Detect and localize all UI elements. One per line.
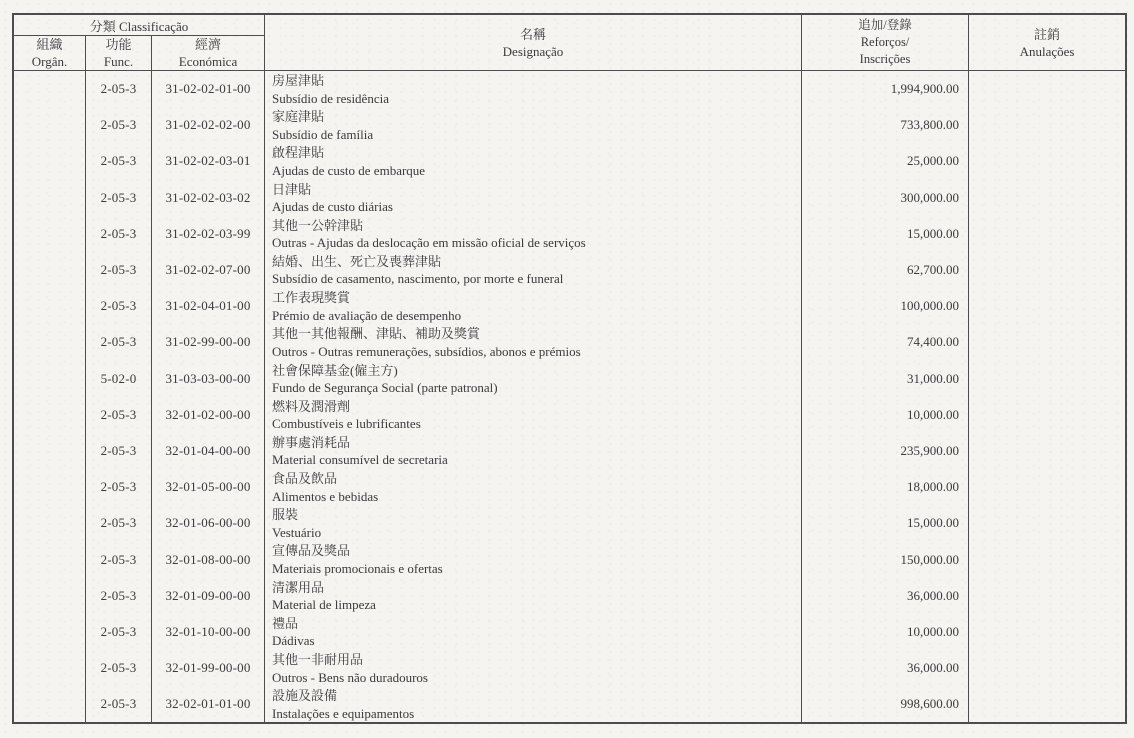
table-row — [14, 288, 1125, 324]
cell-anulacoes — [969, 180, 1125, 216]
cell-designacao — [265, 397, 802, 433]
header-organ — [14, 36, 86, 70]
cell-designacao — [265, 216, 802, 252]
designacao-pt: Materiais promocionais e ofertas — [272, 560, 443, 576]
cell-econ: 32-01-09-00-00 — [152, 578, 265, 614]
designacao-zh: 食品及飲品 — [272, 471, 338, 487]
cell-func: 2-05-3 — [86, 578, 152, 614]
cell-designacao — [265, 252, 802, 288]
designacao-zh: 辦事處消耗品 — [272, 434, 351, 450]
cell-designacao — [265, 505, 802, 541]
cell-anulacoes — [969, 469, 1125, 505]
cell-designacao — [265, 614, 802, 650]
cell-reforcos: 150,000.00 — [802, 541, 969, 577]
cell-anulacoes — [969, 107, 1125, 143]
cell-func: 2-05-3 — [86, 71, 152, 107]
table-row — [14, 143, 1125, 179]
cell-designacao — [265, 650, 802, 686]
header-reforcos-pt1: Reforços/ — [860, 35, 910, 49]
cell-organ — [14, 505, 86, 541]
cell-reforcos: 36,000.00 — [802, 650, 969, 686]
cell-anulacoes — [969, 71, 1125, 107]
cell-econ: 32-01-10-00-00 — [152, 614, 265, 650]
cell-designacao — [265, 143, 802, 179]
designacao-zh: 社會保障基金(僱主方) — [272, 362, 398, 378]
cell-econ: 32-02-01-01-00 — [152, 686, 265, 722]
cell-designacao — [265, 469, 802, 505]
cell-organ — [14, 324, 86, 360]
table-row — [14, 216, 1125, 252]
cell-econ: 31-02-02-03-01 — [152, 143, 265, 179]
cell-organ — [14, 216, 86, 252]
header-designacao-zh: 名稱 — [519, 26, 546, 42]
designacao-pt: Vestuário — [272, 524, 322, 540]
designacao-pt: Fundo de Segurança Social (parte patronal) — [272, 380, 498, 395]
designacao-zh: 家庭津貼 — [272, 109, 325, 125]
designacao-pt: Subsídio de família — [272, 126, 374, 142]
header-reforcos-zh: 追加/登錄 — [858, 18, 912, 32]
designacao-zh: 服裝 — [272, 507, 299, 523]
cell-anulacoes — [969, 433, 1125, 469]
designacao-zh: 燃料及潤滑劑 — [272, 398, 351, 414]
table-row — [14, 433, 1125, 469]
cell-organ — [14, 397, 86, 433]
table-row — [14, 361, 1125, 397]
designacao-zh: 其他一非耐用品 — [272, 652, 364, 667]
cell-organ — [14, 143, 86, 179]
cell-reforcos: 1,994,900.00 — [802, 71, 969, 107]
cell-reforcos: 18,000.00 — [802, 469, 969, 505]
cell-econ: 31-02-02-07-00 — [152, 252, 265, 288]
cell-econ: 32-01-04-00-00 — [152, 433, 265, 469]
cell-designacao — [265, 107, 802, 143]
header-organ-zh: 組織 — [36, 37, 63, 52]
cell-reforcos: 100,000.00 — [802, 288, 969, 324]
header-econ — [152, 36, 265, 70]
designacao-pt: Alimentos e bebidas — [272, 488, 379, 504]
cell-econ: 32-01-99-00-00 — [152, 650, 265, 686]
designacao-pt: Outras - Ajudas da deslocação em missão oficial de serviços — [272, 235, 586, 251]
cell-func: 5-02-0 — [86, 361, 152, 397]
cell-designacao — [265, 578, 802, 614]
cell-anulacoes — [969, 614, 1125, 650]
cell-reforcos: 25,000.00 — [802, 143, 969, 179]
cell-reforcos: 74,400.00 — [802, 324, 969, 360]
cell-anulacoes — [969, 686, 1125, 722]
cell-designacao — [265, 433, 802, 469]
cell-func: 2-05-3 — [86, 433, 152, 469]
cell-reforcos: 998,600.00 — [802, 686, 969, 722]
cell-econ: 32-01-06-00-00 — [152, 505, 265, 541]
cell-func: 2-05-3 — [86, 469, 152, 505]
designacao-zh: 日津貼 — [272, 181, 312, 197]
cell-designacao — [265, 288, 802, 324]
designacao-pt: Subsídio de residência — [272, 90, 389, 106]
cell-func: 2-05-3 — [86, 505, 152, 541]
designacao-zh: 其他一其他報酬、津貼、補助及獎賞 — [272, 326, 481, 342]
cell-func: 2-05-3 — [86, 180, 152, 216]
cell-anulacoes — [969, 541, 1125, 577]
header-organ-pt: Orgân. — [31, 54, 68, 69]
table-row — [14, 686, 1125, 722]
cell-organ — [14, 107, 86, 143]
designacao-pt: Prémio de avaliação de desempenho — [272, 307, 462, 323]
cell-organ — [14, 361, 86, 397]
designacao-pt: Subsídio de casamento, nascimento, por morte e funeral — [272, 271, 564, 287]
cell-anulacoes — [969, 216, 1125, 252]
cell-reforcos: 10,000.00 — [802, 614, 969, 650]
cell-econ: 31-02-04-01-00 — [152, 288, 265, 324]
designacao-pt: Ajudas de custo de embarque — [272, 162, 426, 178]
table-row — [14, 71, 1125, 107]
cell-reforcos: 10,000.00 — [802, 397, 969, 433]
cell-anulacoes — [969, 361, 1125, 397]
cell-anulacoes — [969, 288, 1125, 324]
header-designacao — [265, 15, 802, 70]
cell-reforcos: 36,000.00 — [802, 578, 969, 614]
budget-table — [12, 13, 1127, 724]
designacao-pt: Outros - Bens não duradouros — [272, 669, 428, 685]
cell-designacao — [265, 324, 802, 360]
table-row — [14, 324, 1125, 360]
cell-designacao — [265, 686, 802, 722]
cell-econ: 32-01-08-00-00 — [152, 541, 265, 577]
cell-econ: 31-03-03-00-00 — [152, 361, 265, 397]
designacao-zh: 結婚、出生、死亡及喪葬津貼 — [272, 253, 442, 269]
designacao-pt: Outros - Outras remunerações, subsídios, abonos e prémios — [272, 343, 581, 359]
cell-reforcos: 300,000.00 — [802, 180, 969, 216]
cell-organ — [14, 180, 86, 216]
designacao-zh: 清潔用品 — [272, 579, 325, 595]
table-row — [14, 541, 1125, 577]
designacao-zh: 設施及設備 — [272, 688, 338, 704]
cell-reforcos: 31,000.00 — [802, 361, 969, 397]
header-econ-zh: 經濟 — [194, 37, 221, 52]
header-econ-pt: Económica — [178, 54, 238, 69]
designacao-pt: Dádivas — [272, 633, 315, 649]
cell-func: 2-05-3 — [86, 288, 152, 324]
table-row — [14, 614, 1125, 650]
designacao-pt: Material consumível de secretaria — [272, 452, 448, 468]
cell-anulacoes — [969, 650, 1125, 686]
header-func — [86, 36, 152, 70]
table-row — [14, 252, 1125, 288]
table-row — [14, 469, 1125, 505]
table-body — [14, 71, 1125, 722]
designacao-zh: 宣傳品及獎品 — [272, 543, 351, 559]
cell-organ — [14, 686, 86, 722]
cell-econ: 31-02-02-02-00 — [152, 107, 265, 143]
table-row — [14, 578, 1125, 614]
table-row — [14, 505, 1125, 541]
designacao-zh: 禮品 — [272, 615, 299, 631]
designacao-zh: 工作表現獎賞 — [272, 290, 351, 306]
cell-func: 2-05-3 — [86, 650, 152, 686]
cell-anulacoes — [969, 397, 1125, 433]
cell-func: 2-05-3 — [86, 216, 152, 252]
header-anulacoes-zh: 註銷 — [1033, 26, 1060, 42]
cell-reforcos: 235,900.00 — [802, 433, 969, 469]
table-header — [14, 15, 1125, 71]
header-func-zh: 功能 — [105, 37, 132, 52]
cell-func: 2-05-3 — [86, 686, 152, 722]
cell-organ — [14, 71, 86, 107]
cell-organ — [14, 614, 86, 650]
cell-organ — [14, 252, 86, 288]
cell-reforcos: 15,000.00 — [802, 216, 969, 252]
table-row — [14, 180, 1125, 216]
table-row — [14, 397, 1125, 433]
header-reforcos-pt2: Inscrições — [859, 52, 911, 66]
cell-anulacoes — [969, 578, 1125, 614]
cell-func: 2-05-3 — [86, 252, 152, 288]
header-anulacoes — [969, 15, 1125, 70]
designacao-pt: Ajudas de custo diárias — [272, 199, 393, 215]
cell-anulacoes — [969, 143, 1125, 179]
cell-reforcos: 15,000.00 — [802, 505, 969, 541]
cell-anulacoes — [969, 252, 1125, 288]
table-row — [14, 107, 1125, 143]
cell-func: 2-05-3 — [86, 614, 152, 650]
cell-econ: 32-01-05-00-00 — [152, 469, 265, 505]
designacao-zh: 其他一公幹津貼 — [272, 217, 364, 233]
header-classification-group: 分類 Classificação — [14, 15, 265, 36]
cell-econ: 31-02-02-03-99 — [152, 216, 265, 252]
cell-anulacoes — [969, 324, 1125, 360]
designacao-pt: Material de limpeza — [272, 597, 376, 613]
cell-organ — [14, 469, 86, 505]
header-reforcos — [802, 15, 969, 70]
cell-func: 2-05-3 — [86, 324, 152, 360]
cell-organ — [14, 650, 86, 686]
header-func-pt: Func. — [103, 54, 134, 69]
cell-organ — [14, 433, 86, 469]
cell-anulacoes — [969, 505, 1125, 541]
cell-designacao — [265, 71, 802, 107]
cell-reforcos: 733,800.00 — [802, 107, 969, 143]
designacao-pt: Combustíveis e lubrificantes — [272, 416, 421, 432]
header-anulacoes-pt: Anulações — [1019, 43, 1075, 59]
designacao-pt: Instalações e equipamentos — [272, 705, 415, 721]
table-row — [14, 650, 1125, 686]
cell-econ: 31-02-02-03-02 — [152, 180, 265, 216]
cell-econ: 31-02-02-01-00 — [152, 71, 265, 107]
cell-designacao — [265, 541, 802, 577]
cell-reforcos: 62,700.00 — [802, 252, 969, 288]
cell-func: 2-05-3 — [86, 541, 152, 577]
cell-func: 2-05-3 — [86, 143, 152, 179]
cell-econ: 31-02-99-00-00 — [152, 324, 265, 360]
cell-func: 2-05-3 — [86, 107, 152, 143]
designacao-zh: 房屋津貼 — [272, 73, 325, 88]
cell-organ — [14, 288, 86, 324]
cell-econ: 32-01-02-00-00 — [152, 397, 265, 433]
cell-func: 2-05-3 — [86, 397, 152, 433]
designacao-zh: 啟程津貼 — [272, 145, 325, 161]
cell-organ — [14, 541, 86, 577]
cell-designacao — [265, 361, 802, 397]
cell-designacao — [265, 180, 802, 216]
header-designacao-pt: Designação — [502, 43, 564, 59]
cell-organ — [14, 578, 86, 614]
